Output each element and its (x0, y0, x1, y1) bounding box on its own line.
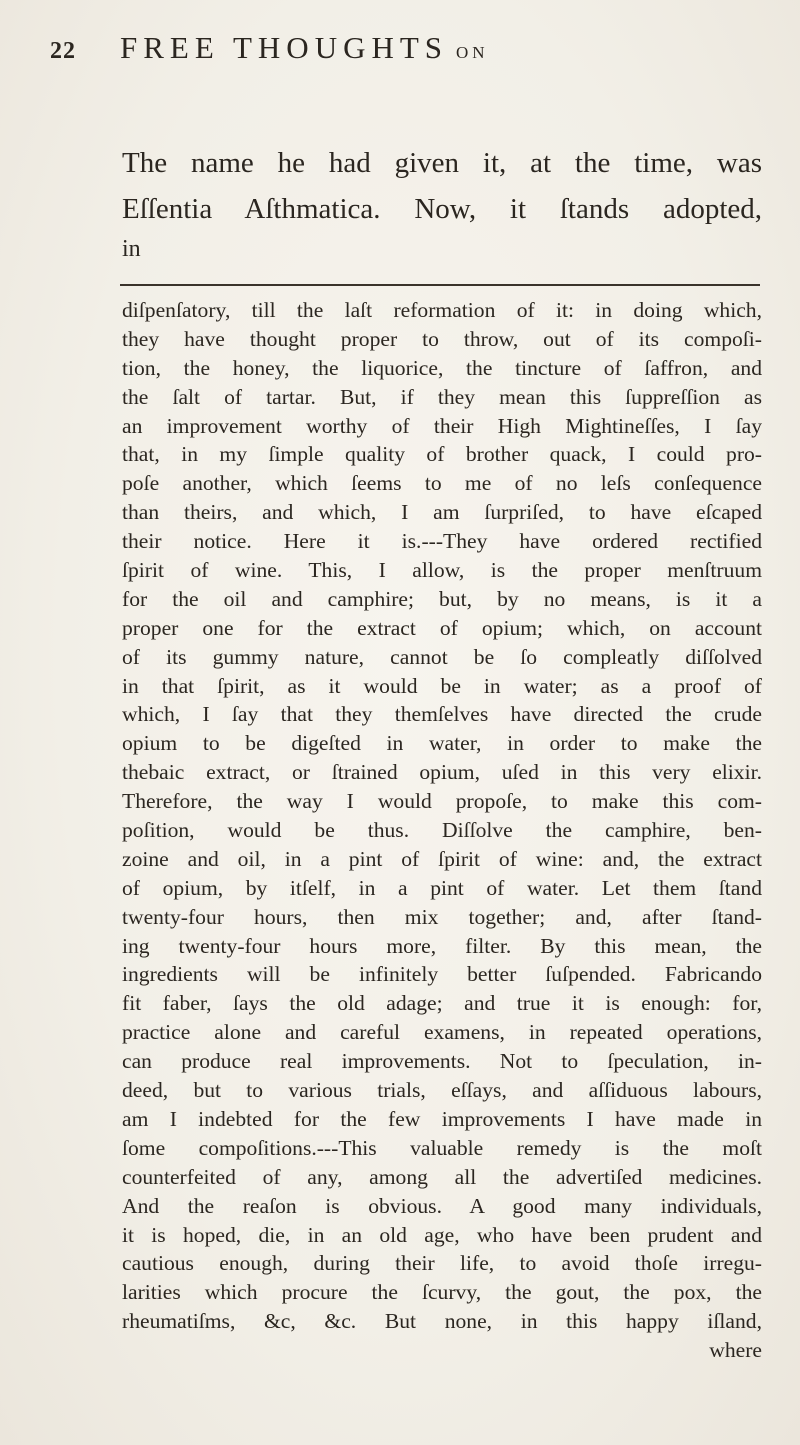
body-paragraph (122, 296, 762, 1365)
catchword-top: in (122, 236, 141, 262)
text-line: ing twenty-four hours more, filter. By this mean, the (122, 933, 762, 958)
top-line: The name he had given it, at the time, was (122, 147, 762, 179)
text-line: tion, the honey, the liquorice, the tincture of ſaffron, and (122, 355, 762, 380)
text-line: of its gummy nature, cannot be ſo compleatly diſſolved (122, 644, 762, 669)
text-line: thebaic extract, or ſtrained opium, uſed in this very elixir. (122, 760, 762, 785)
text-line: opium to be digeſted in water, in order to make the (122, 731, 762, 756)
running-head (120, 30, 740, 66)
text-line: larities which procure the ſcurvy, the gout, the pox, the (122, 1280, 762, 1305)
running-head-small: ON (456, 43, 489, 62)
text-line: that, in my ſimple quality of brother quack, I could pro- (122, 442, 762, 467)
top-line: Eſſentia Aſthmatica. Now, it ſtands adopted, (122, 193, 762, 225)
text-line: am I indebted for the few improvements I have made in (122, 1106, 762, 1131)
text-line: rheumatiſms, &c, &c. But none, in this happy iſland, (122, 1309, 762, 1334)
text-line: poſe another, which ſeems to me of no leſs conſequence (122, 471, 762, 496)
text-line: ingredients will be infinitely better ſuſpended. Fabricando (122, 962, 762, 987)
text-line: ſpirit of wine. This, I allow, is the proper menſtruum (122, 558, 762, 583)
top-paragraph (122, 140, 762, 266)
text-line: the ſalt of tartar. But, if they mean this ſuppreſſion as (122, 384, 762, 409)
text-line: an improvement worthy of their High Mightineſſes, I ſay (122, 413, 762, 438)
text-line: counterfeited of any, among all the advertiſed medicines. (122, 1164, 762, 1189)
text-line: for the oil and camphire; but, by no means, is it a (122, 586, 762, 611)
text-line: which, I ſay that they themſelves have directed the crude (122, 702, 762, 727)
text-line: proper one for the extract of opium; which, on account (122, 615, 762, 640)
text-line: it is hoped, die, in an old age, who have been prudent and (122, 1222, 762, 1247)
horizontal-rule (120, 284, 760, 286)
text-line: their notice. Here it is.---They have ordered rectified (122, 529, 762, 554)
text-line: diſpenſatory, till the laſt reformation of it: in doing which, (122, 298, 762, 322)
text-line: than theirs, and which, I am ſurpriſed, to have eſcaped (122, 500, 762, 525)
catchword-bottom: where (709, 1338, 762, 1363)
running-head-title: FREE THOUGHTS (120, 30, 449, 65)
text-line: poſition, would be thus. Diſſolve the camphire, ben- (122, 818, 762, 843)
page-number: 22 (50, 38, 76, 64)
text-line: they have thought proper to throw, out of its compoſi- (122, 326, 762, 351)
text-line: ſome compoſitions.---This valuable remedy is the moſt (122, 1135, 762, 1160)
text-line: Therefore, the way I would propoſe, to make this com- (122, 789, 762, 814)
text-line: fit faber, ſays the old adage; and true it is enough: for, (122, 991, 762, 1016)
text-line: deed, but to various trials, eſſays, and aſſiduous labours, (122, 1078, 762, 1103)
page-header (50, 30, 740, 70)
text-line: practice alone and careful examens, in repeated operations, (122, 1020, 762, 1045)
text-line: And the reaſon is obvious. A good many individuals, (122, 1193, 762, 1218)
text-line: of opium, by itſelf, in a pint of water. Let them ſtand (122, 875, 762, 900)
text-line: can produce real improvements. Not to ſpeculation, in- (122, 1049, 762, 1074)
text-line: cautious enough, during their life, to avoid thoſe irregu- (122, 1251, 762, 1276)
text-line: zoine and oil, in a pint of ſpirit of wine: and, the extract (122, 846, 762, 871)
text-line: in that ſpirit, as it would be in water; as a proof of (122, 673, 762, 698)
text-line: twenty-four hours, then mix together; and, after ſtand- (122, 904, 762, 929)
